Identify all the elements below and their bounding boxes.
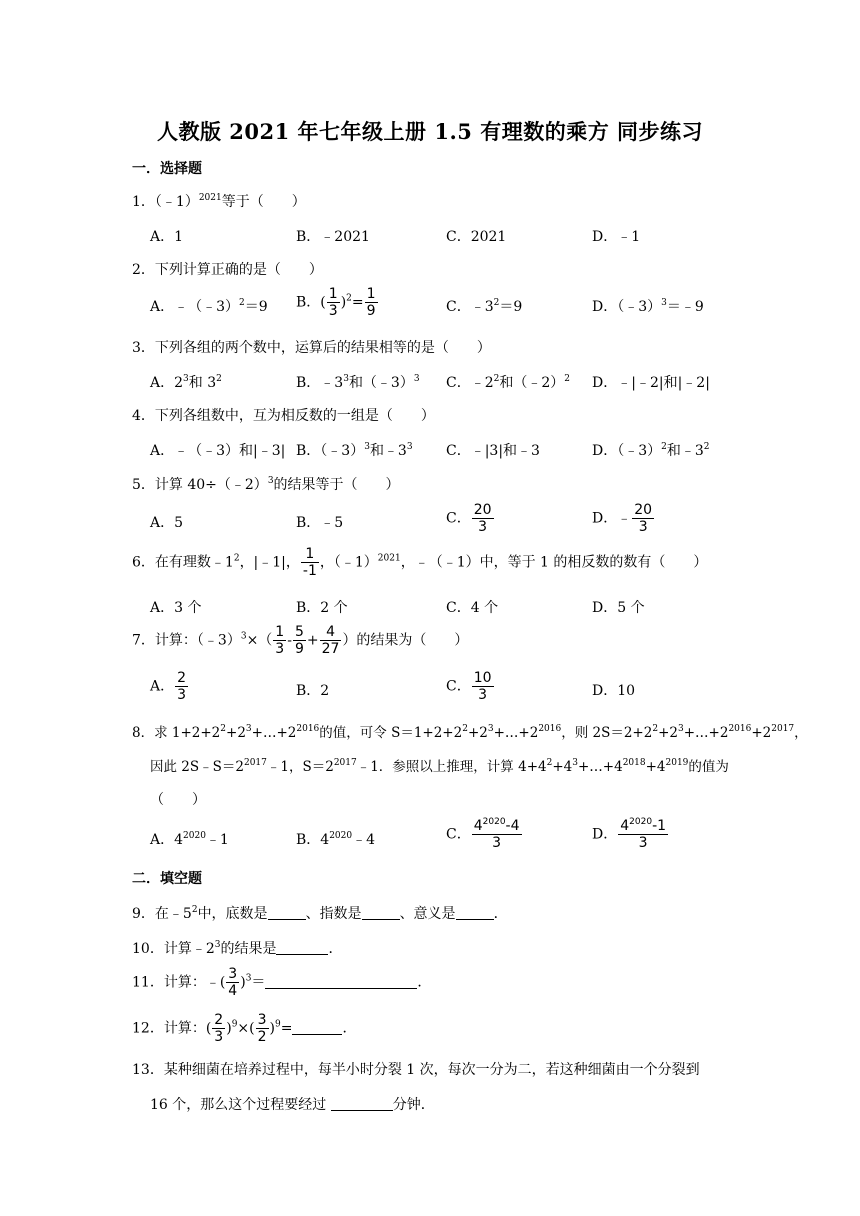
q4-option-c[interactable]: C．﹣|3|和﹣3	[446, 443, 540, 459]
q4-option-d[interactable]: D．（﹣3）$^2$和$﹣3^2$	[592, 442, 710, 459]
q12-blank[interactable]	[292, 1020, 342, 1035]
question-12: 12．计算：( $\frac{2}{3}$ )$^9$×( $\frac{3}{2}$ )$^9$= ．	[132, 1012, 357, 1045]
q7-option-a[interactable]: A． $\frac{2}{3}$	[150, 670, 187, 703]
q5-option-b[interactable]: B．﹣5	[296, 515, 344, 531]
q4-option-b[interactable]: B．（﹣3）$^3$和$﹣3^3$	[296, 442, 413, 459]
q5-option-a[interactable]: A．5	[150, 515, 184, 531]
question-8-line-2: 因此 $2S﹣S=2^{2017}﹣1$，$S=2^{2017}﹣1$．参照以上推理，计算 $4+4^2+4^3+\dots+4^{2018}+4^{2019}$的值为	[150, 758, 729, 775]
section-fill-heading: 二．填空题	[132, 871, 202, 887]
page-title: 人教版 2021 年七年级上册 1.5 有理数的乘方 同步练习	[156, 119, 704, 144]
q6-option-c[interactable]: C．4 个	[446, 600, 499, 616]
q2-option-c[interactable]: C．$﹣3^2=9$	[446, 298, 523, 315]
q12-fraction-2: $\frac{3}{2}$	[257, 1012, 267, 1045]
q8-option-a[interactable]: A．$4^{2020}﹣1$	[150, 831, 229, 848]
question-8-line-3: （ ）	[150, 792, 206, 808]
q2-option-d[interactable]: D．（﹣3）$^3$＝﹣9	[592, 298, 704, 315]
q7-fraction-3: $\frac{4}{27}$	[321, 624, 340, 657]
q12-fraction-1: $\frac{2}{3}$	[214, 1012, 224, 1045]
q3-option-c[interactable]: C．$﹣2^2$和（﹣2）$^2$	[446, 374, 571, 391]
question-4-stem: 4．下列各组数中，互为相反数的一组是（ ）	[132, 408, 435, 424]
q6-fraction: $\frac{1}{-1}$	[302, 546, 317, 579]
q13-blank[interactable]	[331, 1096, 393, 1111]
question-6-stem: 6．在有理数$﹣1^2$，|﹣1|， $\frac{1}{-1}$ ，（﹣1）$^{2021}$，﹣（﹣1）中，等于 1 的相反数的数有（ ）	[132, 546, 708, 579]
q7-c-fraction: $\frac{10}{3}$	[473, 670, 492, 703]
q3-option-b[interactable]: B．$﹣3^3$和（﹣3）$^3$	[296, 374, 420, 391]
q10-blank[interactable]	[276, 940, 328, 955]
q8-option-c[interactable]: C． $\frac{4^{2020}-4}{3}$	[446, 817, 520, 851]
question-7-stem: 7．计算：（﹣3）$^3$×（ $\frac{1}{3}$ - $\frac{5}{9}$ + $\frac{4}{27}$ ）的结果为（ ）	[132, 624, 469, 657]
q5-option-c[interactable]: C． $\frac{20}{3}$	[446, 502, 492, 535]
question-13-line-1: 13．某种细菌在培养过程中，每半小时分裂 1 次，每次一分为二，若这种细菌由一个分裂到	[132, 1062, 700, 1078]
q2-option-b[interactable]: B．( $\frac{1}{3}$ )$^2$= $\frac{1}{9}$	[296, 286, 376, 319]
question-5-stem: 5．计算 40÷（﹣2）$^3$的结果等于（ ）	[132, 476, 400, 493]
q7-option-c[interactable]: C． $\frac{10}{3}$	[446, 670, 492, 703]
q7-a-fraction: $\frac{2}{3}$	[177, 670, 187, 703]
q1-option-a[interactable]: A．1	[150, 229, 184, 245]
q8-option-b[interactable]: B．$4^{2020}﹣4$	[296, 831, 376, 848]
q3-option-d[interactable]: D．﹣|﹣2|和|﹣2|	[592, 375, 710, 391]
section-choice-heading: 一．选择题	[132, 161, 202, 177]
q5-c-fraction: $\frac{20}{3}$	[473, 502, 492, 535]
q1-option-c[interactable]: C．2021	[446, 229, 507, 245]
q9-blank-exponent[interactable]	[362, 905, 400, 920]
q7-option-b[interactable]: B．2	[296, 683, 330, 699]
q2-b-fraction: $\frac{1}{3}$	[328, 286, 338, 319]
q5-option-d[interactable]: D．﹣ $\frac{20}{3}$	[592, 502, 653, 535]
q6-option-d[interactable]: D．5 个	[592, 600, 645, 616]
question-1-stem: 1．（﹣1）$^{2021}$等于（ ）	[132, 193, 306, 210]
q5-d-fraction: $\frac{20}{3}$	[634, 502, 653, 535]
q7-fraction-1: $\frac{1}{3}$	[275, 624, 285, 657]
q2-option-a[interactable]: A．﹣（﹣3）$^2$＝9	[150, 298, 268, 315]
question-13-line-2: 16 个，那么这个过程要经过 分钟．	[150, 1097, 435, 1113]
question-9: 9．在$﹣5^2$中，底数是 、指数是 、意义是 ．	[132, 905, 508, 922]
q1-option-b[interactable]: B．﹣2021	[296, 229, 370, 245]
question-11: 11．计算：﹣( $\frac{3}{4}$ )$^3$＝ ．	[132, 966, 432, 999]
question-10: 10．计算$﹣2^3$的结果是 ．	[132, 940, 343, 957]
q8-d-fraction: $\frac{4^{2020}-1}{3}$	[620, 817, 667, 851]
q8-option-d[interactable]: D． $\frac{4^{2020}-1}{3}$	[592, 817, 667, 851]
q8-c-fraction: $\frac{4^{2020}-4}{3}$	[473, 817, 520, 851]
question-3-stem: 3．下列各组的两个数中，运算后的结果相等的是（ ）	[132, 340, 491, 356]
question-2-stem: 2．下列计算正确的是（ ）	[132, 262, 323, 278]
q7-option-d[interactable]: D．10	[592, 683, 636, 699]
q6-option-b[interactable]: B．2 个	[296, 600, 348, 616]
q1-option-d[interactable]: D．﹣1	[592, 229, 641, 245]
q9-blank-meaning[interactable]	[456, 905, 494, 920]
q7-fraction-2: $\frac{5}{9}$	[294, 624, 304, 657]
q2-b-result-fraction: $\frac{1}{9}$	[366, 286, 376, 319]
question-8-line-1: 8．求 $1+2+2^2+2^3+\dots+2^{2016}$的值，可令 $S=1+2+2^2+2^3+\dots+2^{2016}$，则 $2S=2+2^2+2^3+\dots+2^{2016}+2^{2017}$，	[132, 724, 808, 741]
q4-option-a[interactable]: A．﹣（﹣3）和|﹣3|	[150, 443, 286, 459]
q9-blank-base[interactable]	[268, 905, 306, 920]
q11-fraction: $\frac{3}{4}$	[228, 966, 238, 999]
q3-option-a[interactable]: A．$2^3$和 $3^2$	[150, 374, 222, 391]
q11-blank[interactable]	[265, 974, 417, 989]
q6-option-a[interactable]: A．3 个	[150, 600, 202, 616]
